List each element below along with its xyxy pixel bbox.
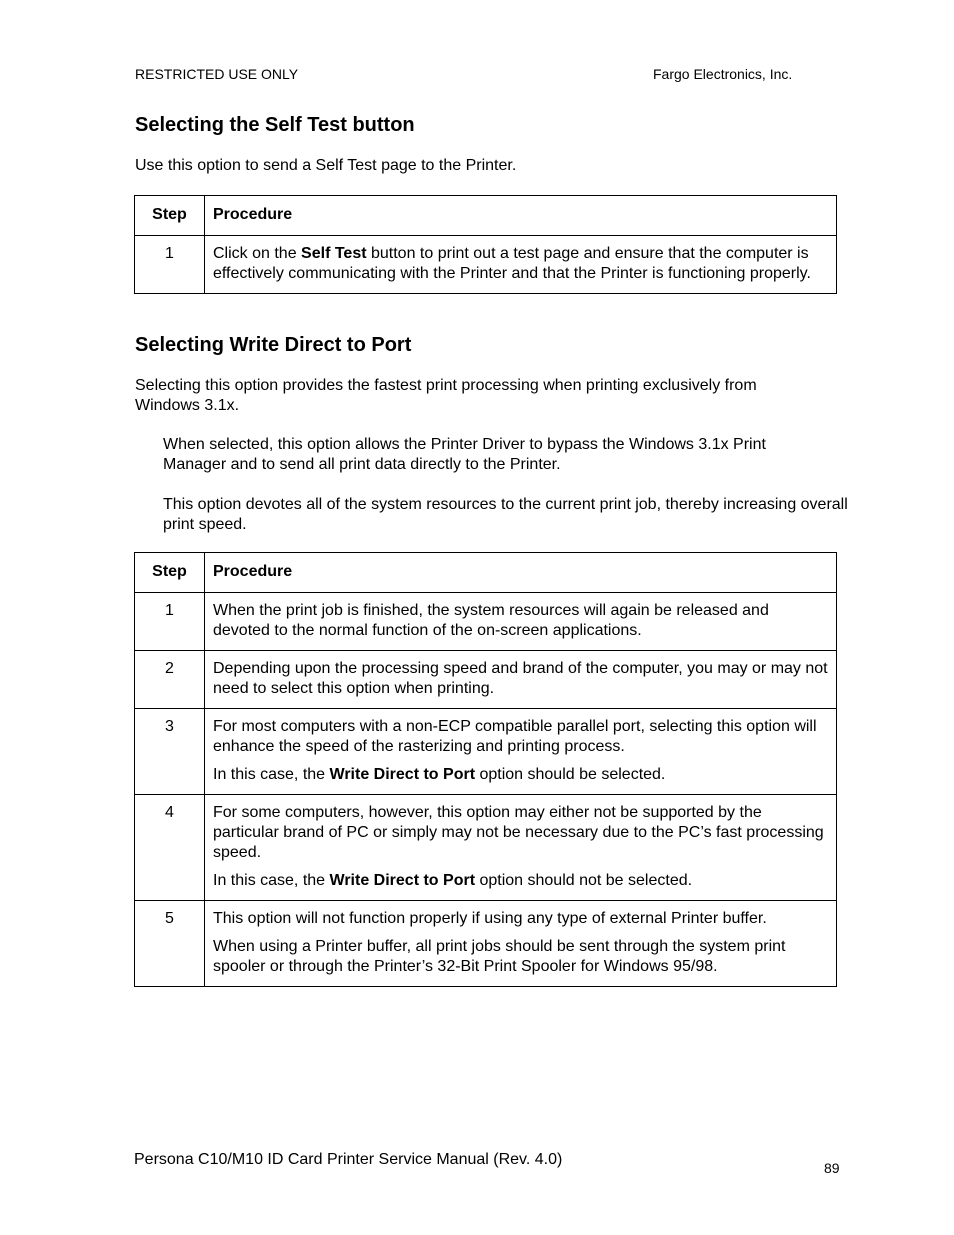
section-intro-write-direct: Selecting this option provides the fastest print processing when printing exclusively from Windows 3.1x. (135, 377, 757, 414)
note-pre: In this case, the (213, 766, 330, 783)
note-pre: In this case, the (213, 872, 330, 889)
table-row (135, 901, 837, 987)
procedure-text (213, 244, 828, 284)
table-row (135, 795, 837, 901)
page-number: 89 (824, 1160, 840, 1176)
write-direct-term: Write Direct to Port (329, 766, 476, 783)
step-number: 1 (135, 236, 205, 294)
procedure-text-pre: Click on the (213, 245, 302, 262)
self-test-term: Self Test (301, 245, 367, 262)
indented-paragraph-resources: This option devotes all of the system resources to the current print job, thereby increasing overall print speed. (163, 496, 848, 533)
procedure-note: When using a Printer buffer, all print jobs should be sent through the system print spooler or through the Printer’s 32-Bit Print Spooler for Windows 95/98. (213, 938, 786, 975)
write-direct-term: Write Direct to Port (329, 872, 476, 889)
footer-manual-title: Persona C10/M10 ID Card Printer Service Manual (Rev. 4.0) (134, 1151, 563, 1168)
table-header-row (135, 553, 837, 593)
col-header-step: Step (135, 553, 205, 593)
indented-paragraph-bypass: When selected, this option allows the Printer Driver to bypass the Windows 3.1x Print Manager and to send all print data directly to the Printer. (163, 436, 766, 473)
note-post: option should be selected. (475, 766, 666, 783)
step-number: 1 (135, 593, 205, 651)
procedure-text: For most computers with a non-ECP compatible parallel port, selecting this option will enhance the speed of the rasterizing and printing process. (213, 718, 817, 755)
table-header-row (135, 196, 837, 236)
write-direct-procedure-table (134, 552, 837, 987)
step-number: 3 (135, 709, 205, 795)
table-row (135, 709, 837, 795)
procedure-cell (205, 795, 837, 901)
procedure-text-post: button to print out a test page and ensure that the computer is effectively communicating with the Printer and that the Printer is functioning properly. (213, 245, 811, 282)
header-restricted-label: RESTRICTED USE ONLY (135, 66, 299, 82)
step-number: 4 (135, 795, 205, 901)
procedure-text: This option will not function properly if using any type of external Printer buffer. (213, 910, 767, 927)
procedure-cell (205, 236, 837, 294)
section-title-self-test: Selecting the Self Test button (135, 114, 415, 136)
col-header-procedure: Procedure (205, 196, 837, 236)
procedure-cell (205, 593, 837, 651)
procedure-cell (205, 901, 837, 987)
col-header-step: Step (135, 196, 205, 236)
step-number: 5 (135, 901, 205, 987)
procedure-note (213, 765, 828, 785)
procedure-cell (205, 709, 837, 795)
table-row (135, 236, 837, 294)
procedure-text: For some computers, however, this option may either not be supported by the particular brand of PC or simply may not be necessary due to the PC’s fast processing speed. (213, 804, 824, 861)
table-row (135, 651, 837, 709)
procedure-cell (205, 651, 837, 709)
header-company-name: Fargo Electronics, Inc. (653, 66, 793, 82)
col-header-procedure: Procedure (205, 553, 837, 593)
procedure-text: Depending upon the processing speed and brand of the computer, you may or may not need to select this option when printing. (213, 660, 828, 697)
self-test-procedure-table (134, 195, 837, 294)
procedure-text: When the print job is finished, the system resources will again be released and devoted to the normal function of the on-screen applications. (213, 602, 769, 639)
section-intro-self-test: Use this option to send a Self Test page to the Printer. (135, 157, 517, 174)
step-number: 2 (135, 651, 205, 709)
note-post: option should not be selected. (475, 872, 693, 889)
section-title-write-direct: Selecting Write Direct to Port (135, 334, 412, 356)
table-row (135, 593, 837, 651)
procedure-note (213, 871, 828, 891)
